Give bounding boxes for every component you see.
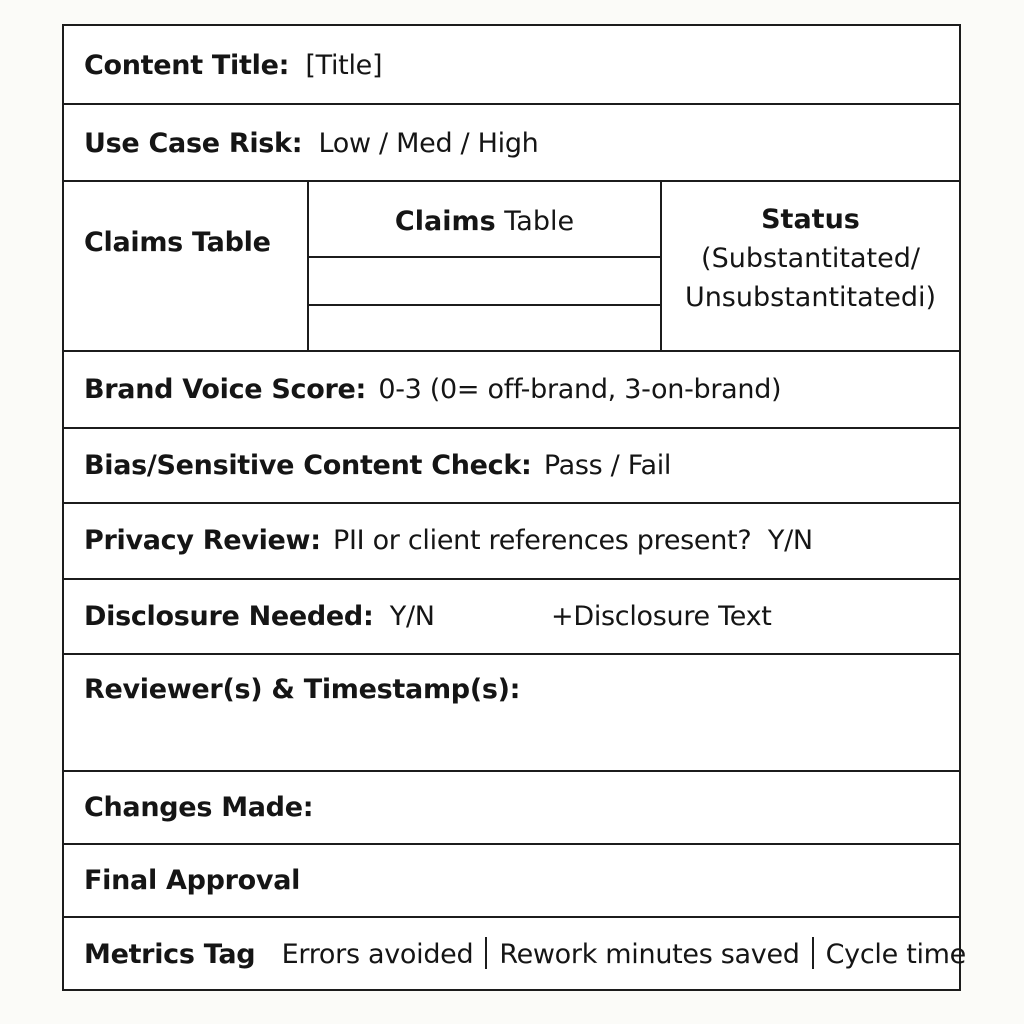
use-case-risk-options[interactable]: Low / Med / High bbox=[318, 128, 539, 159]
content-title-row bbox=[64, 26, 959, 105]
bias-check-label: Bias/Sensitive Content Check: bbox=[84, 450, 532, 481]
privacy-review-label: Privacy Review: bbox=[84, 525, 321, 556]
metric-separator bbox=[812, 937, 814, 969]
claims-entry-cell-1[interactable] bbox=[309, 258, 660, 304]
content-title-value[interactable]: [Title] bbox=[305, 50, 383, 81]
disclosure-label: Disclosure Needed: bbox=[84, 601, 374, 632]
status-column bbox=[662, 200, 959, 317]
disclosure-text-field[interactable]: +Disclosure Text bbox=[551, 601, 772, 632]
privacy-review-row bbox=[64, 504, 959, 580]
use-case-risk-row bbox=[64, 105, 959, 182]
claims-table-row bbox=[64, 182, 959, 352]
metric-rework-minutes[interactable]: Rework minutes saved bbox=[499, 939, 800, 970]
final-approval-row bbox=[64, 845, 959, 918]
brand-voice-scale[interactable]: 0-3 (0= off-brand, 3-on-brand) bbox=[378, 374, 782, 405]
privacy-review-question[interactable]: PII or client references present? Y/N bbox=[333, 525, 813, 556]
status-options-line1: (Substantitated/ bbox=[701, 243, 920, 274]
changes-made-label: Changes Made: bbox=[84, 792, 314, 823]
disclosure-yn[interactable]: Y/N bbox=[389, 601, 435, 632]
use-case-risk-label: Use Case Risk: bbox=[84, 128, 303, 159]
status-label: Status bbox=[761, 204, 860, 235]
claims-column-header: Claims Table bbox=[394, 206, 575, 237]
metrics-tag-row bbox=[64, 918, 966, 989]
changes-made-row bbox=[64, 772, 959, 845]
final-approval-label: Final Approval bbox=[84, 865, 301, 896]
disclosure-row bbox=[64, 580, 959, 655]
metric-separator bbox=[485, 937, 487, 969]
review-checklist-form bbox=[62, 24, 966, 991]
brand-voice-label: Brand Voice Score: bbox=[84, 374, 367, 405]
metric-cycle-time[interactable]: Cycle time bbox=[825, 939, 966, 970]
bias-check-row bbox=[64, 429, 959, 504]
brand-voice-row bbox=[64, 352, 959, 429]
reviewers-entry-area[interactable] bbox=[64, 715, 959, 770]
metrics-tag-label: Metrics Tag bbox=[84, 939, 256, 970]
claims-table-label: Claims Table bbox=[84, 227, 271, 258]
reviewers-row bbox=[64, 655, 959, 772]
content-title-label: Content Title: bbox=[84, 50, 290, 81]
status-options-line2: Unsubstantitatedi) bbox=[684, 282, 937, 313]
bias-check-options[interactable]: Pass / Fail bbox=[543, 450, 672, 481]
claims-entry-cell-2[interactable] bbox=[309, 306, 660, 350]
reviewers-label: Reviewer(s) & Timestamp(s): bbox=[84, 674, 521, 705]
metric-errors-avoided[interactable]: Errors avoided bbox=[281, 939, 474, 970]
